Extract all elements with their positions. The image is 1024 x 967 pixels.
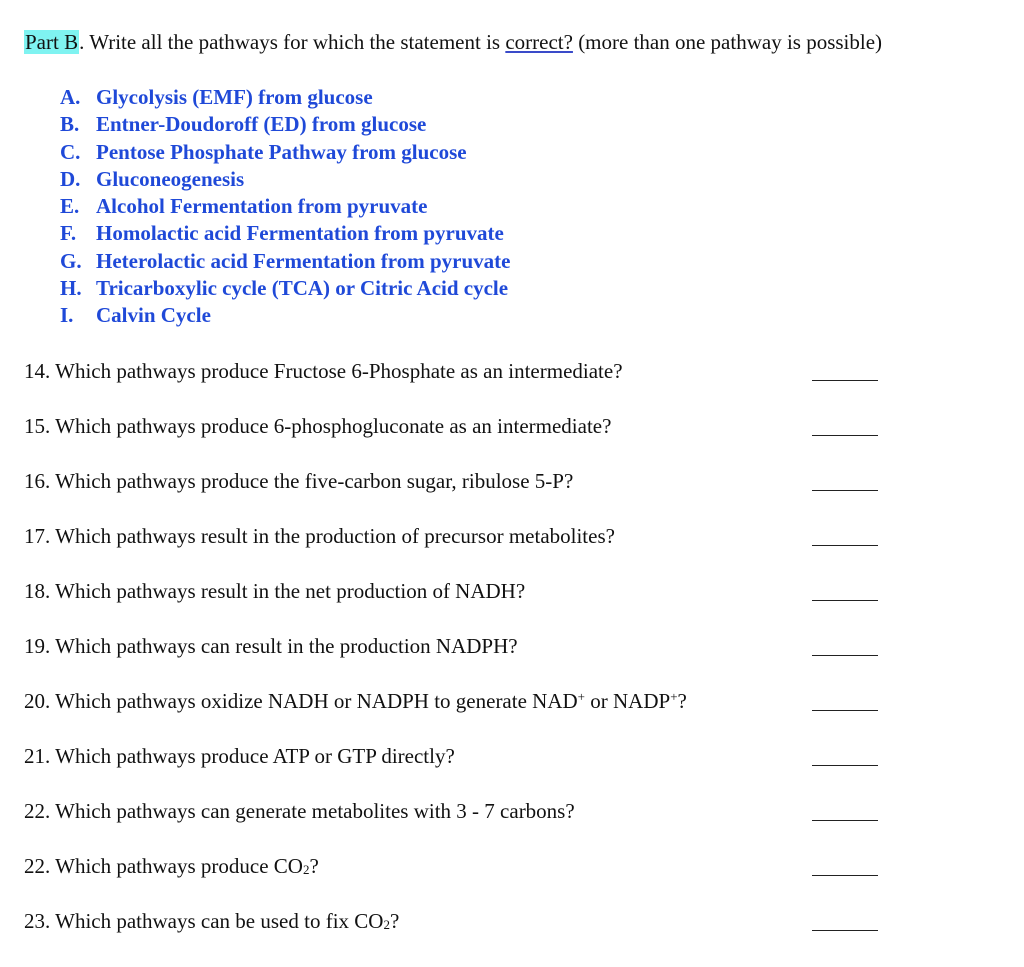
question-text: 14. Which pathways produce Fructose 6-Phosphate as an intermediate? (24, 359, 623, 383)
option-label: Pentose Phosphate Pathway from glucose (96, 139, 467, 164)
option-label: Calvin Cycle (96, 303, 211, 328)
option-g (60, 248, 510, 275)
superscript-plus: + (577, 689, 586, 704)
question-text: 19. Which pathways can result in the production NADPH? (24, 634, 518, 658)
subscript-two: 2 (383, 917, 390, 932)
part-b-label: Part B (25, 30, 79, 54)
option-b (60, 111, 510, 138)
header-correct-word: correct? (505, 30, 573, 54)
header-text-before: . Write all the pathways for which the statement is (79, 30, 506, 54)
question-text: 17. Which pathways result in the production of precursor metabolites? (24, 524, 615, 548)
option-letter: A. (60, 85, 81, 109)
pathway-options-list (60, 84, 510, 330)
option-label: Alcohol Fermentation from pyruvate (96, 194, 428, 219)
question-text: 21. Which pathways produce ATP or GTP directly? (24, 744, 455, 768)
option-letter: I. (60, 303, 74, 328)
option-d (60, 166, 510, 193)
question-18 (24, 576, 884, 606)
answer-blank[interactable] (812, 765, 878, 766)
question-text (24, 909, 399, 933)
question-22b-suffix: ? (309, 854, 319, 878)
option-label: Heterolactic acid Fermentation from pyruvate (96, 248, 511, 273)
question-text: 16. Which pathways produce the five-carbon sugar, ribulose 5-P? (24, 469, 574, 493)
question-17 (24, 521, 884, 551)
header-text-after: (more than one pathway is possible) (572, 30, 883, 54)
question-23-prefix: 23. Which pathways can be used to fix CO (24, 909, 384, 933)
question-16 (24, 466, 884, 496)
part-b-header (24, 28, 882, 56)
option-letter: C. (60, 139, 81, 164)
question-text (24, 689, 687, 713)
question-22b (24, 851, 884, 881)
question-23-suffix: ? (389, 909, 400, 933)
option-i (60, 302, 510, 329)
answer-blank[interactable] (812, 875, 878, 876)
question-22b-prefix: 22. Which pathways produce CO (24, 854, 303, 878)
answer-blank[interactable] (812, 490, 878, 491)
option-label: Gluconeogenesis (96, 166, 245, 191)
question-text: 18. Which pathways result in the net production of NADH? (24, 579, 526, 603)
answer-blank[interactable] (812, 655, 878, 656)
question-20-mid: or NADP (585, 689, 671, 713)
question-20 (24, 686, 884, 716)
question-20-prefix: 20. Which pathways oxidize NADH or NADPH to generate NAD (24, 689, 578, 713)
answer-blank[interactable] (812, 930, 878, 931)
answer-blank[interactable] (812, 600, 878, 601)
option-letter: H. (60, 276, 82, 301)
option-letter: D. (60, 166, 81, 191)
superscript-plus: + (670, 689, 678, 704)
answer-blank[interactable] (812, 820, 878, 821)
question-21 (24, 741, 884, 771)
option-letter: G. (60, 248, 82, 273)
option-label: Glycolysis (EMF) from glucose (96, 85, 373, 109)
option-label: Entner-Doudoroff (ED) from glucose (96, 112, 427, 137)
question-22a (24, 796, 884, 826)
answer-blank[interactable] (812, 380, 878, 381)
question-20-suffix: ? (677, 689, 687, 713)
question-text: 22. Which pathways can generate metabolites with 3 - 7 carbons? (24, 799, 575, 823)
subscript-two: 2 (302, 862, 310, 877)
answer-blank[interactable] (812, 545, 878, 546)
answer-blank[interactable] (812, 710, 878, 711)
question-19 (24, 631, 884, 661)
answer-blank[interactable] (812, 435, 878, 436)
option-label: Homolactic acid Fermentation from pyruvate (96, 221, 504, 246)
option-e (60, 193, 510, 220)
option-c (60, 139, 510, 166)
option-letter: E. (60, 194, 80, 219)
option-a (60, 84, 510, 111)
option-letter: F. (60, 221, 77, 246)
question-14 (24, 356, 884, 386)
question-text: 15. Which pathways produce 6-phosphogluconate as an intermediate? (24, 414, 612, 438)
question-text (24, 854, 319, 878)
option-label: Tricarboxylic cycle (TCA) or Citric Acid cycle (96, 276, 509, 301)
option-letter: B. (60, 112, 80, 137)
question-15 (24, 411, 884, 441)
option-f (60, 220, 510, 247)
question-23 (24, 906, 884, 936)
option-h (60, 275, 510, 302)
